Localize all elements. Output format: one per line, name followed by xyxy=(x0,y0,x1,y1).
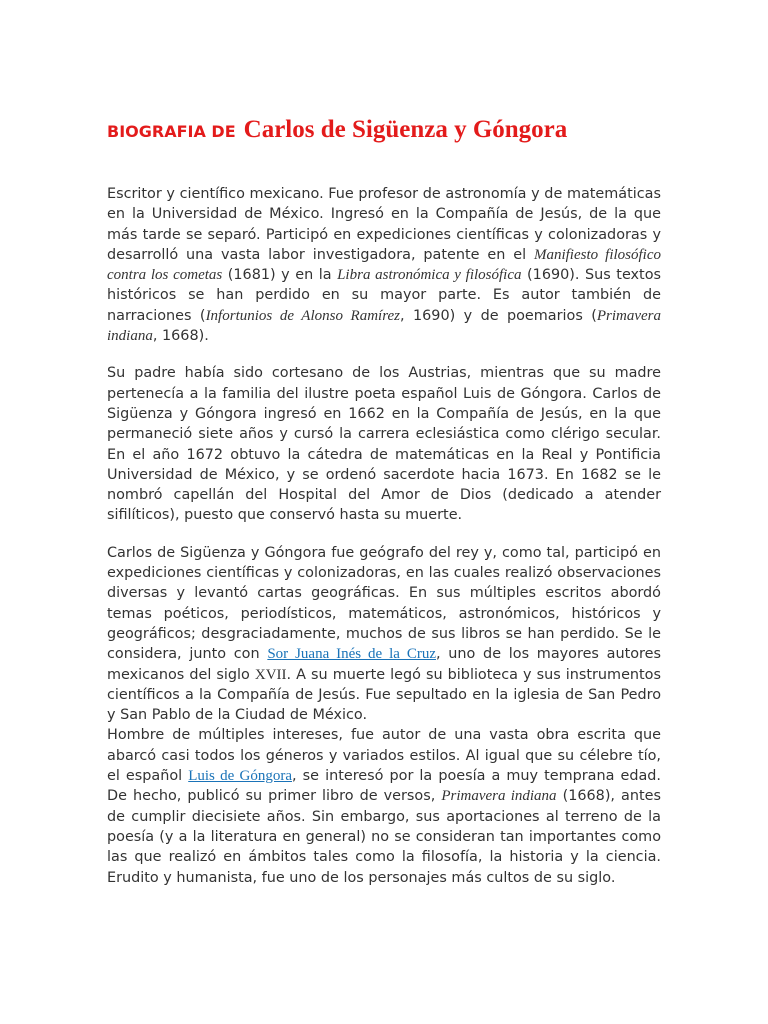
p1-text-2: (1681) y en la xyxy=(222,267,338,284)
p1-text-3: (1690). Sus textos históricos se han perdido en su mayor parte. Es autor también de narraciones ( xyxy=(107,267,662,324)
page-title xyxy=(107,108,567,145)
p4-text-2: , se interesó por la poesía a muy temprana edad. De hecho, publicó su primer libro de versos, xyxy=(107,768,661,805)
p1-text-4: , 1690) y de poemarios ( xyxy=(400,307,597,324)
p4-text-1: Hombre de múltiples intereses, fue autor de una vasta obra escrita que abarcó casi todos los géneros y variados estilos. Al igual que su célebre tío, el español xyxy=(107,727,661,785)
p3-text-3: . A su muerte legó su biblioteca y sus instrumentos científicos a la Compañía de Jesús. Fue sepultado en la iglesia de San Pedro y San Pablo de la Ciudad de México. xyxy=(107,666,661,724)
century-numeral: XVII xyxy=(254,666,287,683)
title-prefix: BIOGRAFIA DE xyxy=(107,122,236,141)
paragraph-2 xyxy=(107,363,661,525)
p1-text-5: , 1668). xyxy=(152,328,209,345)
title-name: Carlos de Sigüenza y Góngora xyxy=(243,116,568,143)
paragraph-1 xyxy=(107,184,661,346)
p3-text-2: , uno de los mayores autores mexicanos del siglo xyxy=(107,646,661,683)
p4-text-3: (1668), antes de cumplir diecisiete años. Sin embargo, sus aportaciones al terreno de la poesía (y a la literatura en general) no se consideran tan importantes como las que realizó en ámbitos tales como la filosofía, la historia y la ciencia. Erudito y humanista, fue uno de los personajes más cultos de su siglo. xyxy=(107,788,661,886)
work-title-infortunios: Infortunios de Alonso Ramírez xyxy=(205,307,400,324)
p3-text-1: Carlos de Sigüenza y Góngora fue geógrafo del rey y, como tal, participó en expediciones científicas y colonizadoras, en las cuales realizó observaciones diversas y levantó cartas geográficas. En sus múltiples escritos abordó temas poéticos, periodísticos, matemáticos, astronómicos, históricos y geográficos; desgraciadamente, muchos de sus libros se han perdido. Se le considera, junto con xyxy=(107,544,661,663)
link-luis-de-gongora[interactable]: Luis de Góngora xyxy=(188,768,293,785)
work-title-primavera: Primavera indiana xyxy=(107,307,661,345)
paragraph-4 xyxy=(107,725,661,887)
work-title-libra: Libra astronómica y filosófica xyxy=(337,267,522,284)
biography-body xyxy=(107,184,661,888)
link-sor-juana[interactable]: Sor Juana Inés de la Cruz xyxy=(267,646,436,663)
p1-text-1: Escritor y científico mexicano. Fue profesor de astronomía y de matemáticas en la Universidad de México. Ingresó en la Compañía de Jesús, de la que más tarde se separó. Participó en expediciones científicas y colonizadoras y desarrolló una vasta labor investigadora, patente en el xyxy=(107,186,661,263)
paragraph-3 xyxy=(107,543,661,726)
p2-text-1: Su padre había sido cortesano de los Austrias, mientras que su madre pertenecía a la familia del ilustre poeta español Luis de Góngora. Carlos de Sigüenza y Góngora ingresó en 1662 en la Compañía de Jesús, en la que permaneció siete años y cursó la carrera eclesiástica como clérigo secular. En el año 1672 obtuvo la cátedra de matemáticas en la Real y Pontificia Universidad de México, y se ordenó sacerdote hacia 1673. En 1682 se le nombró capellán del Hospital del Amor de Dios (dedicado a atender sifilíticos), puesto que conservó hasta su muerte. xyxy=(107,365,661,524)
work-title-primavera-2: Primavera indiana xyxy=(441,788,557,805)
work-title-manifiesto: Manifiesto filosófico contra los cometas xyxy=(107,246,661,284)
